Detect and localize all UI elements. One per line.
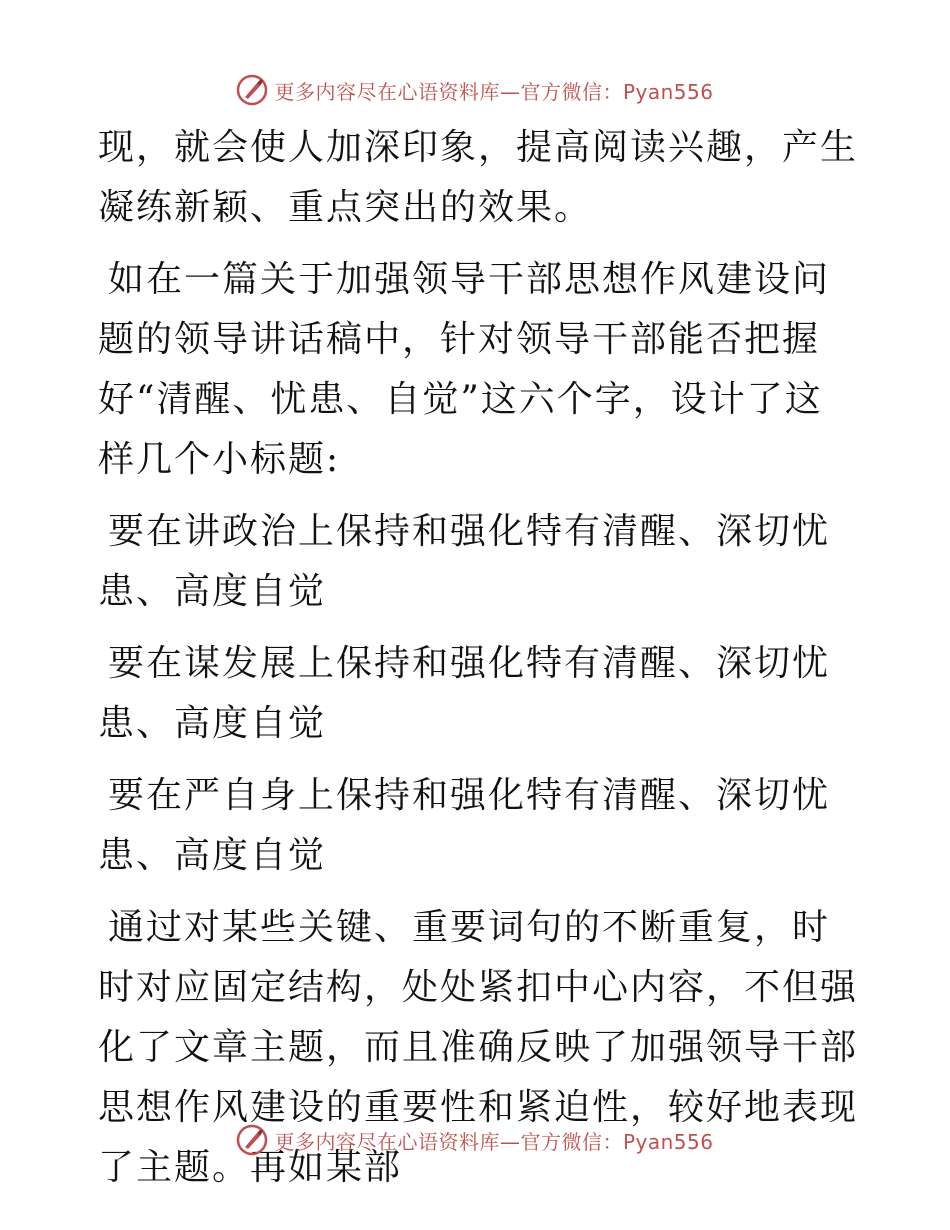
paragraph: 现，就会使人加深印象，提高阅读兴趣，产生凝练新颖、重点突出的效果。 xyxy=(98,127,859,228)
paragraph: 如在一篇关于加强领导干部思想作风建设问题的领导讲话稿中，针对领导干部能否把握好“清醒、忧患、自觉”这六个字，设计了这样几个小标题: xyxy=(98,259,831,480)
paragraph: 通过对某些关键、重要词句的不断重复，时时对应固定结构，处处紧扣中心内容，不但强化了文章主题，而且准确反映了加强领导干部思想作风建设的重要性和紧迫性，较好地表现了主题。再如某部 xyxy=(98,907,859,1188)
pen-seal-icon xyxy=(236,1124,268,1156)
header-watermark xyxy=(0,70,950,110)
watermark-text: 更多内容尽在心语资料库—官方微信：Pyan556 xyxy=(274,1129,714,1154)
document-body xyxy=(98,118,858,1210)
footer-watermark xyxy=(0,1120,950,1160)
watermark-text: 更多内容尽在心语资料库—官方微信：Pyan556 xyxy=(274,79,714,104)
subtitle-item: 要在谋发展上保持和强化特有清醒、深切忧患、高度自觉 xyxy=(98,643,831,744)
pen-seal-icon xyxy=(236,74,268,106)
subtitle-item: 要在讲政治上保持和强化特有清醒、深切忧患、高度自觉 xyxy=(98,511,831,612)
subtitle-item: 要在严自身上保持和强化特有清醒、深切忧患、高度自觉 xyxy=(98,775,831,876)
